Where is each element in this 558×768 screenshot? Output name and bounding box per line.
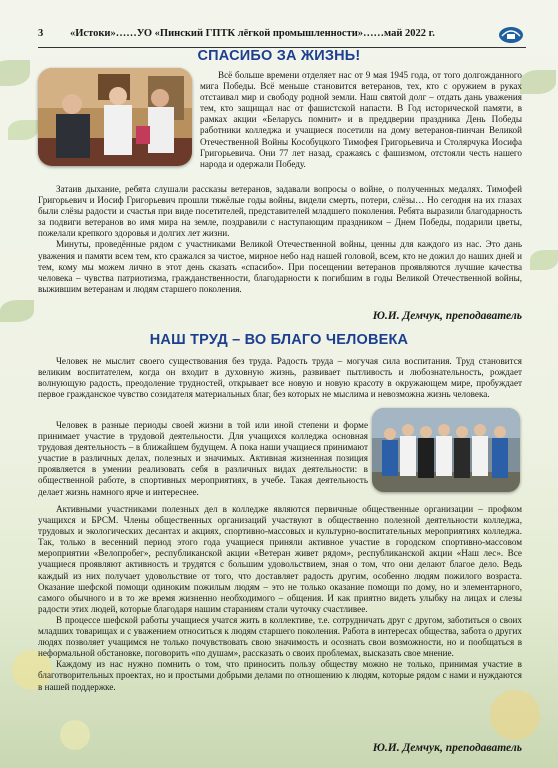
paragraph: Активными участниками полезных дел в колледже являются первичные общественные организации – профком учащихся и БРСМ. Члены общественных организаций участвуют в общественно полезной деятельности колледжа, трудовых и экологических десантах и акциях, спортивно-массовых и культурно-воспитательных мероприятиях колледжа. Так, только в весенний период этого года учащиеся приняли активное участие в городском спортивно-массовом мероприятии «Велопробег», республиканской акции «Ветеран живет рядом», республиканской акции «Наш лес». Все учащиеся проявляют активность и трудятся с большим удовольствием, зная о том, что они делают благое дело. Ведь каждый из них получает удовольствие от того, что доставляет радость другим, особенно людям пожилого возраста. Оказание шефской помощи одиноким пожилым людям – это не только оказание помощи по дому, но и элементарного, самого обычного и в то же время жизненно необходимого – общения. И как приятно видеть улыбку на лицах и слезы радости этих людей, которые благодаря нашим стараниям стали чуточку счастливее. bbox=[38, 504, 522, 614]
paragraph: Каждому из нас нужно помнить о том, что приносить пользу обществу можно не только, принимая участие в благотворительных проектах, но и простыми добрыми делами по отношению к людям, которые рядом с нами и нуждаются в нашей поддержке. bbox=[38, 659, 522, 692]
article-signature: Ю.И. Демчук, преподаватель bbox=[372, 310, 522, 322]
paragraph: Человек не мыслит своего существования без труда. Радость труда – могучая сила воспитания. Труд становится великим воспитателем, когда он входит в духовную жизнь, развивает пытливость и любознательность, рождает волнующую радость, преодоление трудностей, открывает все новую и новую красоту в окружающем мире, пробуждает первое гражданское чувство созидателя материальных благ, без которых не мыслима и невозможна жизнь человека. bbox=[38, 356, 522, 400]
decorative-leaf bbox=[0, 300, 34, 322]
article-text bbox=[38, 504, 522, 693]
article-signature: Ю.И. Демчук, преподаватель bbox=[372, 742, 522, 754]
decorative-leaf bbox=[520, 70, 556, 94]
decorative-flower bbox=[490, 690, 540, 740]
header-title: «Истоки»……УО «Пинский ГПТК лёгкой промышленности»……май 2022 г. bbox=[70, 28, 435, 39]
paragraph: Всё больше времени отделяет нас от 9 мая 1945 года, от того долгожданного мига Победы. Всё меньше становится ветеранов, тех, кто с оружием в руках отстаивал мир и свободу родной земли. Наш святой долг – отдать дань уважения тем, кто защищал нас от фашистской напасти. В Год исторической памяти, в рамках акции «Беларусь помнит» и в преддверии праздника День Победы работники колледжа и учащиеся посетили на дому ветеранов-пинчан Великой Отечественной Войны Кособуцкого Тимофея Григорьевича и Столярчука Иосифа Григорьевича. Они 77 лет назад, сражаясь с фашизмом, отстояли честь нашего народа и одержали Победу. bbox=[200, 70, 522, 169]
paragraph: В процессе шефской работы учащиеся учатся жить в коллективе, т.е. сотрудничать друг с другом, заботиться о своих младших товарищах и с уважением относиться к людям старшего поколения. Работа в интересах общества, забота о других людях позволяет учащимся не только почувствовать свою значимость и осознать свои возможности, но и пообщаться в неформальной обстановке, поговорить «по душам», рассказать о своих проблемах, высказать свое мнение. bbox=[38, 614, 522, 659]
article-headline: СПАСИБО ЗА ЖИЗНЬ! bbox=[197, 48, 361, 64]
article-text bbox=[38, 356, 522, 400]
article-headline: НАШ ТРУД – ВО БЛАГО ЧЕЛОВЕКА bbox=[149, 332, 409, 348]
page-header bbox=[28, 22, 530, 46]
article-text bbox=[38, 420, 368, 498]
decorative-leaf bbox=[8, 120, 38, 140]
paragraph: Минуты, проведённые рядом с участниками Великой Отечественной войны, ценны для каждого из нас. Это дань уважения и памяти всем тем, кто сражался за чистое, мирное небо над нашей головой, всем, кто не дожил до наших дней и тем, кому мы можем лично в этот день сказать «спасибо». При посещении ветеранов проявляются лучшие качества человека – чувства патриотизма, гражданственности, благодарности к погибшим в годы Великой Отечественной войны, выжившим ветеранам и людям старшего поколения. bbox=[38, 239, 522, 294]
decorative-leaf bbox=[530, 250, 558, 270]
article-text bbox=[38, 184, 522, 295]
photo-students bbox=[372, 408, 520, 492]
college-logo-icon bbox=[498, 24, 524, 44]
paragraph: Затаив дыхание, ребята слушали рассказы ветеранов, задавали вопросы о войне, о полученных медалях. Тимофей Григорьевич и Иосиф Григорьевич прошли тяжёлые годы войны, видели смерть, потери, слёзы… Но сегодня на их глазах были слёзы радости и счастья при виде посетителей, представителей младшего поколения. Ребята выразили благодарность за подвиги ветеранов во имя мира на земле, поздравили с наступающим праздником – Днем Победы, подарили цветы, пожелали крепкого здоровья и долгих лет жизни. bbox=[38, 184, 522, 239]
article-text bbox=[200, 70, 522, 170]
photo-veterans bbox=[38, 68, 192, 166]
paragraph: Человек в разные периоды своей жизни в той или иной степени и форме принимает участие в трудовой деятельности. Для учащихся колледжа основная трудовая деятельность – в ближайшем будущем. А пока наши учащиеся принимают участие в различных делах, полезных и значимых. Активная жизненная позиция проявляется в умении реализовать себя в различных видах деятельности: в общественной работе, в спортивных мероприятиях, в учебе. Такая деятельность делает жизнь намного ярче и интереснее. bbox=[38, 420, 368, 497]
page-number: 3 bbox=[38, 28, 44, 39]
decorative-flower bbox=[60, 720, 90, 750]
